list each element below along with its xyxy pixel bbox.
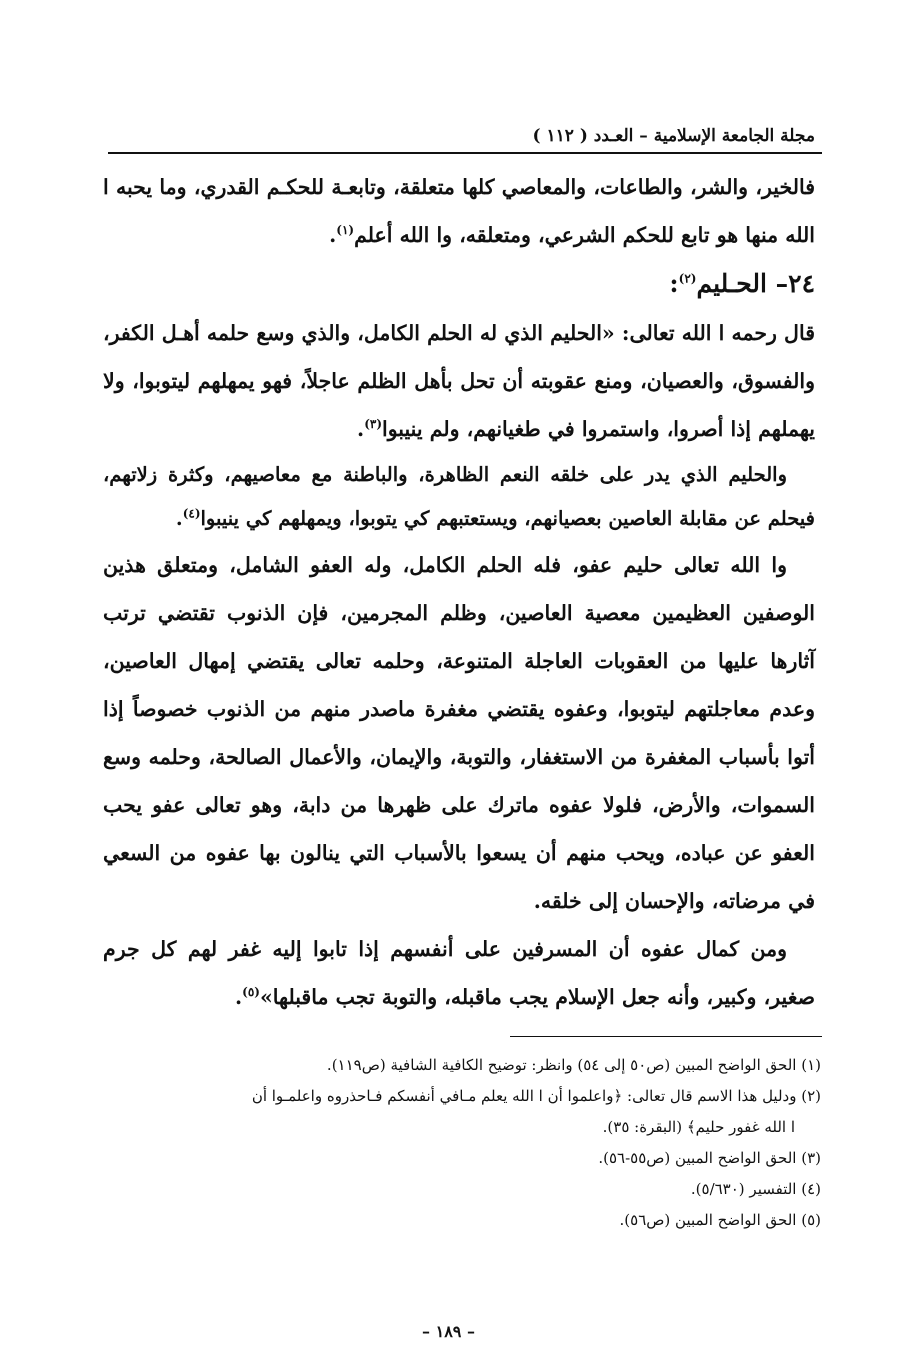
footnote-1: (١) الحق الواضح المبين (ص٥٠ إلى ٥٤) وانظر: توضيح الكافية الشافية (ص١١٩).	[326, 1056, 821, 1074]
journal-header: مجلة الجامعة الإسلامية – العـدد ( ١١٢ )	[532, 126, 815, 146]
footnote-divider	[510, 1036, 822, 1037]
paragraph-2: قال رحمه ا الله تعالى: «الحليم الذي له الحلم الكامل، والذي وسع حلمه أهـل الكفر، والفسوق، والعصيان، ومنع عقوبته أن تحل بأهل الظلم عاجلاً، فهو يمهلهم ليتوبوا، ولا يهملهم إذا أصروا، واستمروا في طغيانهم، ولم ينيبوا$^{(٣)}$.	[103, 321, 815, 441]
footnote-3: (٣) الحق الواضح المبين (ص٥٥-٥٦).	[598, 1149, 821, 1167]
main-text	[103, 163, 815, 1021]
paragraph-5: ومن كمال عفوه أن المسرفين على أنفسهم إذا تابوا إليه غفر لهم كل جرم صغير، وكبير، وأنه جعل الإسلام يجب ماقبله، والتوبة تجب ماقبلها»$^{(٥)}$.	[103, 937, 815, 1009]
header-divider	[108, 152, 822, 154]
footnote-5: (٥) الحق الواضح المبين (ص٥٦).	[619, 1211, 821, 1229]
page-number: – ١٨٩ –	[422, 1322, 475, 1341]
footnote-ref-2: (٢)	[678, 271, 697, 286]
footnote-ref-5: (٥)	[242, 985, 260, 1000]
footnote-2: (٢) ودليل هذا الاسم قال تعالى: ﴿واعلموا أن ا الله يعلم مـافي أنفسكم فـاحذروه واعلمـوا أن	[251, 1087, 821, 1105]
footnotes	[105, 1050, 821, 1236]
section-heading: ٢٤– الحـليم$^{(٢)}$:	[669, 269, 815, 298]
footnote-ref-1: (١)	[336, 223, 355, 238]
footnote-ref-4: (٤)	[182, 506, 201, 521]
footnote-4: (٤) التفسير (٥/٦٣٠).	[690, 1180, 821, 1198]
footnote-2-continued: ا الله غفور حليم﴾ (البقرة: ٣٥).	[602, 1118, 795, 1136]
paragraph-3: والحليم الذي يدر على خلقه النعم الظاهرة، والباطنة مع معاصيهم، وكثرة زلاتهم، فيحلم عن مقابلة العاصين بعصيانهم، ويستعتبهم كي يتوبوا، ويمهلهم كي ينيبوا$^{(٤)}$.	[103, 463, 815, 530]
paragraph-4: وا الله تعالى حليم عفو، فله الحلم الكامل، وله العفو الشامل، ومتعلق هذين الوصفين العظيمين معصية العاصين، وظلم المجرمين، فإن الذنوب تقتضي ترتب آثارها عليها من العقوبات العاجلة المتنوعة، وحلمه تعالى يقتضي إمهال العاصين، وعدم معاجلتهم ليتوبوا، وعفوه يقتضي مغفرة ماصدر منهم من الذنوب خصوصاً إذا أتوا بأسباب المغفرة من الاستغفار، والتوبة، والإيمان، والأعمال الصالحة، وحلمه وسع السموات، والأرض، فلولا عفوه ماترك على ظهرها من دابة، وهو تعالى عفو يحب العفو عن عباده، ويحب منهم أن يسعوا بالأسباب التي ينالون بها عفوه من السعي في مرضاته، والإحسان إلى خلقه.	[103, 553, 816, 913]
footnote-ref-3: (٣)	[364, 417, 383, 432]
paragraph-1: فالخير، والشر، والطاعات، والمعاصي كلها متعلقة، وتابعـة للحكـم القدري، وما يحبه ا الله منها هو تابع للحكم الشرعي، ومتعلقه، وا الله أعلم$^{(١)}$.	[103, 175, 815, 247]
